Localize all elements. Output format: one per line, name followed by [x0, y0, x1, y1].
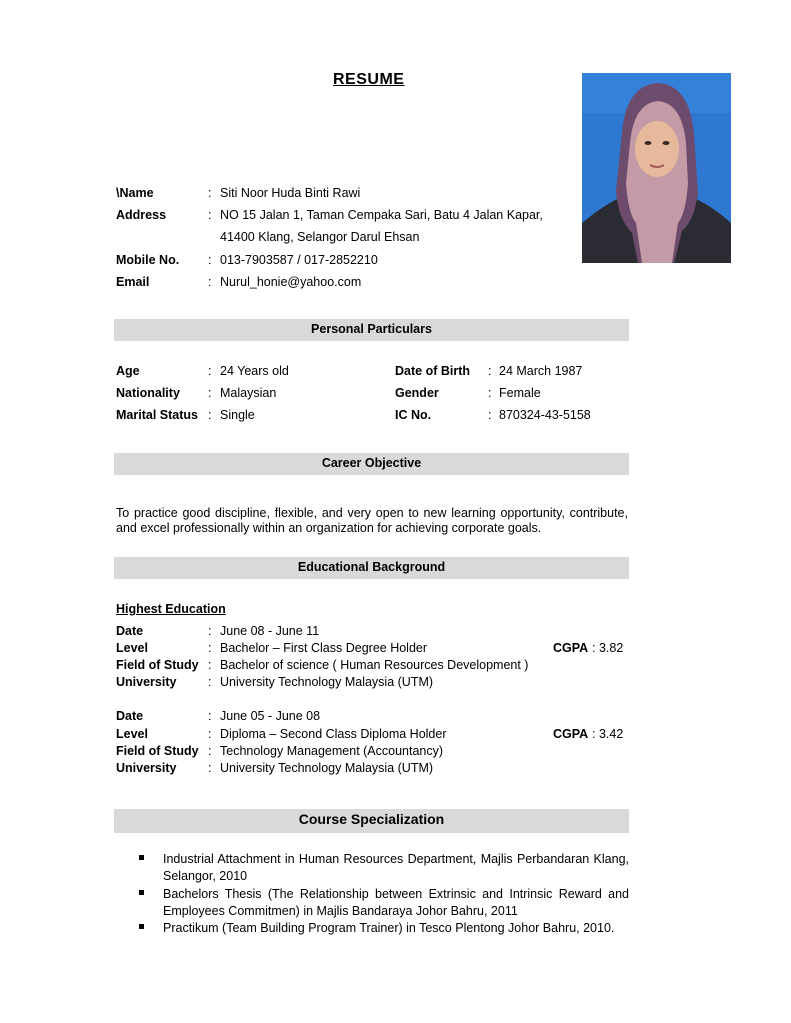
edu1-date-colon: :: [208, 624, 212, 638]
edu1-cgpa-value: : 3.82: [592, 641, 624, 655]
highest-education-subheading: Highest Education: [116, 602, 226, 616]
list-item: [139, 851, 629, 885]
edu2-university-label: University: [116, 761, 177, 775]
bullet-icon: [139, 924, 144, 929]
educational-background-heading: Educational Background: [114, 557, 629, 579]
gender-label: Gender: [395, 386, 439, 400]
edu2-date-value: June 05 - June 08: [220, 709, 321, 723]
course-specialization-heading: Course Specialization: [114, 809, 629, 833]
edu2-level-colon: :: [208, 727, 212, 741]
marital-value: Single: [220, 408, 255, 422]
personal-particulars-heading: Personal Particulars: [114, 319, 629, 341]
address-line-2: 41400 Klang, Selangor Darul Ehsan: [220, 230, 420, 244]
course-item-text: Bachelors Thesis (The Relationship between Extrinsic and Intrinsic Reward and Employees Commitmen) in Majlis Bandaraya Johor Bahru, 2011: [163, 887, 629, 918]
edu2-field-label: Field of Study: [116, 744, 199, 758]
edu2-university-colon: :: [208, 761, 212, 775]
edu1-date-value: June 08 - June 11: [220, 624, 320, 638]
mobile-colon: :: [208, 253, 212, 267]
edu2-university-value: University Technology Malaysia (UTM): [220, 761, 434, 775]
dob-label: Date of Birth: [395, 364, 470, 378]
edu1-cgpa-label: CGPA: [553, 641, 589, 655]
edu1-university-colon: :: [208, 675, 212, 689]
nationality-value: Malaysian: [220, 386, 277, 400]
mobile-label: Mobile No.: [116, 253, 180, 267]
edu2-date-label: Date: [116, 709, 144, 723]
resume-title: RESUME: [333, 71, 405, 88]
edu2-level-label: Level: [116, 727, 148, 741]
dob-colon: :: [488, 364, 492, 378]
gender-value: Female: [499, 386, 541, 400]
nationality-colon: :: [208, 386, 212, 400]
edu2-cgpa-label: CGPA: [553, 727, 589, 741]
edu1-level-value: Bachelor – First Class Degree Holder: [220, 641, 428, 655]
name-colon: :: [208, 186, 212, 200]
edu1-level-label: Level: [116, 641, 148, 655]
career-objective-text: To practice good discipline, flexible, and very open to new learning opportunity, contribute, and excel professionally within an organization for achieving corporate goals.: [116, 506, 628, 535]
address-colon: :: [208, 208, 212, 222]
edu1-field-label: Field of Study: [116, 658, 199, 672]
ic-value: 870324-43-5158: [499, 408, 591, 422]
profile-photo: [582, 73, 731, 263]
edu1-university-label: University: [116, 675, 177, 689]
address-label: Address: [116, 208, 167, 222]
course-item-text: Practikum (Team Building Program Trainer) in Tesco Plentong Johor Bahru, 2010.: [163, 921, 615, 935]
edu2-field-value: Technology Management (Accountancy): [220, 744, 444, 758]
gender-colon: :: [488, 386, 492, 400]
ic-colon: :: [488, 408, 492, 422]
edu2-level-value: Diploma – Second Class Diploma Holder: [220, 727, 447, 741]
bullet-icon: [139, 855, 144, 860]
marital-label: Marital Status: [116, 408, 198, 422]
bullet-icon: [139, 890, 144, 895]
marital-colon: :: [208, 408, 212, 422]
edu2-field-colon: :: [208, 744, 212, 758]
email-label: Email: [116, 275, 150, 289]
email-colon: :: [208, 275, 212, 289]
age-value: 24 Years old: [220, 364, 289, 378]
nationality-label: Nationality: [116, 386, 180, 400]
edu2-cgpa-value: : 3.42: [592, 727, 624, 741]
edu1-date-label: Date: [116, 624, 144, 638]
list-item: [139, 920, 629, 954]
course-item-text: Industrial Attachment in Human Resources Department, Majlis Perbandaran Klang, Selangor, 2010: [163, 852, 629, 883]
career-objective-heading: Career Objective: [114, 453, 629, 475]
email-value: Nurul_honie@yahoo.com: [220, 275, 362, 289]
edu1-field-value: Bachelor of science ( Human Resources Development ): [220, 658, 529, 672]
name-value: Siti Noor Huda Binti Rawi: [220, 186, 361, 200]
mobile-value: 013-7903587 / 017-2852210: [220, 253, 378, 267]
edu1-field-colon: :: [208, 658, 212, 672]
age-label: Age: [116, 364, 140, 378]
edu1-university-value: University Technology Malaysia (UTM): [220, 675, 434, 689]
name-label: \Name: [116, 186, 154, 200]
ic-label: IC No.: [395, 408, 432, 422]
age-colon: :: [208, 364, 212, 378]
dob-value: 24 March 1987: [499, 364, 583, 378]
list-item: [139, 886, 629, 920]
portrait-image: [582, 73, 731, 263]
edu2-date-colon: :: [208, 709, 212, 723]
edu1-level-colon: :: [208, 641, 212, 655]
address-line-1: NO 15 Jalan 1, Taman Cempaka Sari, Batu 4 Jalan Kapar,: [220, 208, 543, 222]
